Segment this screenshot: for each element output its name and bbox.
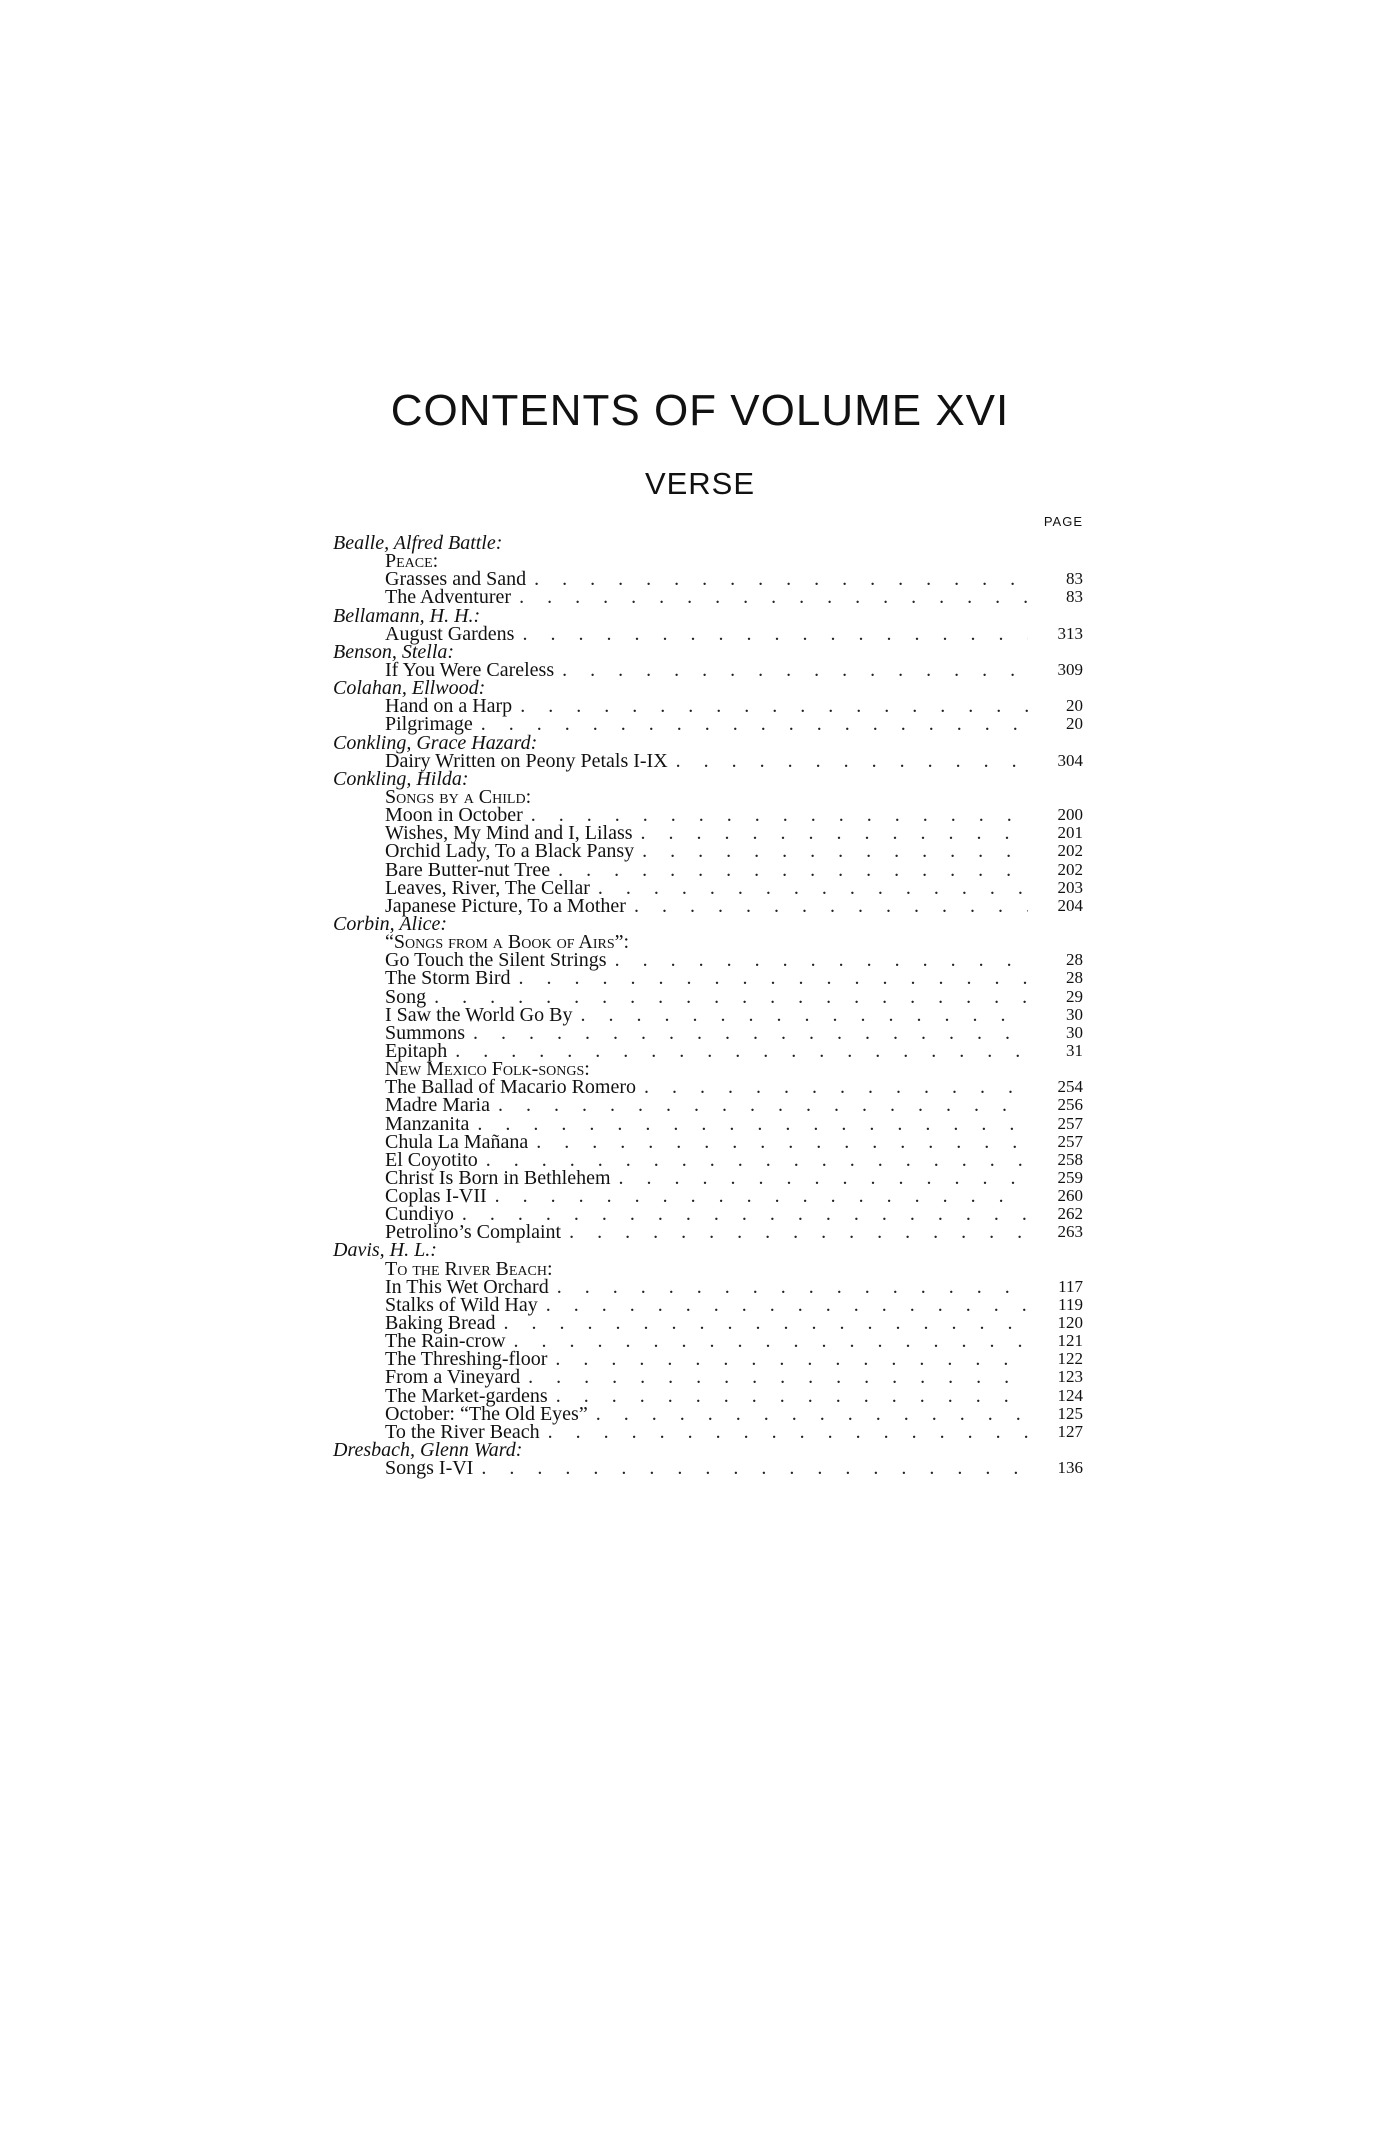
toc-entry-page: 262 bbox=[1057, 1204, 1083, 1224]
toc-entry-page: 260 bbox=[1057, 1186, 1083, 1206]
dot-leader bbox=[481, 715, 1028, 733]
toc-entry-page: 119 bbox=[1058, 1294, 1083, 1314]
dot-leader bbox=[519, 969, 1028, 987]
toc-entry-title: Songs I-VI bbox=[385, 1457, 474, 1480]
dot-leader bbox=[522, 625, 1028, 643]
toc-entry-title: Hand on a Harp bbox=[385, 695, 513, 718]
toc-entry-page: 120 bbox=[1057, 1313, 1083, 1333]
toc-entry-page: 203 bbox=[1057, 877, 1083, 897]
toc-entry-page: 202 bbox=[1057, 859, 1083, 879]
toc-entry-page: 31 bbox=[1066, 1040, 1083, 1060]
dot-leader bbox=[634, 897, 1028, 915]
toc-entry-title: Coplas I-VII bbox=[385, 1185, 487, 1208]
dot-leader bbox=[555, 1350, 1028, 1368]
toc-entry-title: Cundiyo bbox=[385, 1203, 454, 1226]
toc-group-heading: New Mexico Folk-songs: bbox=[385, 1058, 590, 1081]
toc-entry-title: Pilgrimage bbox=[385, 713, 473, 736]
toc-entry bbox=[333, 713, 1083, 736]
toc-entry bbox=[333, 858, 1083, 881]
toc-entry-page: 258 bbox=[1057, 1149, 1083, 1169]
toc-entry bbox=[333, 967, 1083, 990]
toc-entry-title: To the River Beach bbox=[385, 1420, 540, 1443]
toc-entry-title: Japanese Picture, To a Mother bbox=[385, 894, 626, 917]
toc-entry-title: Christ Is Born in Bethlehem bbox=[385, 1166, 611, 1189]
dot-leader bbox=[562, 661, 1028, 679]
toc-entry-title: I Saw the World Go By bbox=[385, 1003, 573, 1026]
dot-leader bbox=[596, 1405, 1028, 1423]
dot-leader bbox=[556, 1387, 1028, 1405]
toc-entry bbox=[333, 985, 1083, 1008]
toc-author: Conkling, Hilda: bbox=[333, 767, 469, 790]
toc-entry bbox=[333, 1366, 1083, 1389]
dot-leader bbox=[546, 1296, 1028, 1314]
dot-leader bbox=[569, 1223, 1028, 1241]
toc-entry bbox=[333, 1094, 1083, 1117]
dot-leader bbox=[644, 1078, 1028, 1096]
toc-entry-title: Song bbox=[385, 985, 427, 1008]
toc-entry-page: 257 bbox=[1057, 1131, 1083, 1151]
page-column-label: PAGE bbox=[1043, 514, 1083, 529]
toc-entry-title: Madre Maria bbox=[385, 1094, 490, 1117]
toc-entry-title: Orchid Lady, To a Black Pansy bbox=[385, 840, 635, 863]
toc-entry-title: Manzanita bbox=[385, 1112, 470, 1135]
toc-entry-page: 309 bbox=[1057, 659, 1083, 679]
dot-leader bbox=[548, 1423, 1028, 1441]
dot-leader bbox=[642, 842, 1028, 860]
dot-leader bbox=[619, 1169, 1028, 1187]
toc-entry-page: 201 bbox=[1057, 823, 1083, 843]
toc-group-heading: To the River Beach: bbox=[385, 1257, 553, 1280]
toc-entry bbox=[333, 1112, 1083, 1135]
toc-entry-title: The Ballad of Macario Romero bbox=[385, 1076, 637, 1099]
toc-entry-page: 28 bbox=[1066, 968, 1083, 988]
toc-group-heading: “Songs from a Book of Airs”: bbox=[385, 931, 630, 954]
toc-entry-title: August Gardens bbox=[385, 622, 515, 645]
toc-entry-page: 29 bbox=[1066, 986, 1083, 1006]
toc-entry-page: 263 bbox=[1057, 1222, 1083, 1242]
toc-entry-title: Chula La Mañana bbox=[385, 1130, 529, 1153]
page-title: CONTENTS OF VOLUME XVI bbox=[390, 386, 1010, 435]
toc-entry-title: Wishes, My Mind and I, Lilass bbox=[385, 822, 633, 845]
dot-leader bbox=[558, 861, 1028, 879]
dot-leader bbox=[598, 879, 1028, 897]
toc-entry-page: 28 bbox=[1066, 950, 1083, 970]
toc-author: Bellamann, H. H.: bbox=[333, 604, 481, 627]
toc-entry bbox=[333, 840, 1083, 863]
dot-leader bbox=[641, 824, 1028, 842]
toc-author: Dresbach, Glenn Ward: bbox=[333, 1439, 523, 1462]
toc-entry-title: From a Vineyard bbox=[385, 1366, 521, 1389]
toc-entry-page: 259 bbox=[1057, 1167, 1083, 1187]
toc-entry bbox=[333, 1457, 1083, 1480]
dot-leader bbox=[528, 1368, 1028, 1386]
toc-group-heading: Peace: bbox=[385, 550, 439, 573]
table-of-contents bbox=[333, 532, 1083, 1480]
dot-leader bbox=[504, 1314, 1028, 1332]
toc-entry-title: Petrolino’s Complaint bbox=[385, 1221, 562, 1244]
toc-entry-title: The Adventurer bbox=[385, 586, 512, 609]
dot-leader bbox=[473, 1024, 1028, 1042]
toc-entry-title: If You Were Careless bbox=[385, 658, 555, 681]
toc-entry-page: 122 bbox=[1057, 1349, 1083, 1369]
section-title: VERSE bbox=[644, 466, 756, 501]
toc-author: Davis, H. L.: bbox=[333, 1239, 437, 1262]
dot-leader bbox=[534, 570, 1028, 588]
toc-entry bbox=[333, 1221, 1083, 1244]
toc-entry-page: 256 bbox=[1057, 1095, 1083, 1115]
dot-leader bbox=[676, 752, 1028, 770]
toc-author: Conkling, Grace Hazard: bbox=[333, 731, 538, 754]
dot-leader bbox=[615, 951, 1028, 969]
toc-entry-title: Grasses and Sand bbox=[385, 568, 527, 591]
toc-entry-page: 83 bbox=[1066, 587, 1083, 607]
toc-entry-page: 124 bbox=[1057, 1385, 1083, 1405]
toc-entry-page: 117 bbox=[1058, 1276, 1083, 1296]
dot-leader bbox=[580, 1006, 1028, 1024]
toc-entry-page: 257 bbox=[1057, 1113, 1083, 1133]
toc-entry-title: Leaves, River, The Cellar bbox=[385, 876, 590, 899]
toc-author: Colahan, Ellwood: bbox=[333, 677, 486, 700]
toc-entry-title: The Threshing-floor bbox=[385, 1348, 548, 1371]
toc-entry-title: The Rain-crow bbox=[385, 1330, 506, 1353]
toc-entry-title: Dairy Written on Peony Petals I-IX bbox=[385, 749, 668, 772]
dot-leader bbox=[520, 697, 1028, 715]
toc-entry-page: 127 bbox=[1057, 1421, 1083, 1441]
toc-entry-title: Moon in October bbox=[385, 804, 523, 827]
toc-entry-page: 125 bbox=[1057, 1403, 1083, 1423]
toc-entry-page: 313 bbox=[1057, 623, 1083, 643]
toc-entry-title: Stalks of Wild Hay bbox=[385, 1293, 538, 1316]
dot-leader bbox=[434, 988, 1028, 1006]
toc-entry-page: 202 bbox=[1057, 841, 1083, 861]
toc-entry-page: 30 bbox=[1066, 1004, 1083, 1024]
dot-leader bbox=[536, 1133, 1028, 1151]
dot-leader bbox=[495, 1187, 1028, 1205]
toc-entry-title: Baking Bread bbox=[385, 1312, 496, 1335]
dot-leader bbox=[519, 588, 1028, 606]
toc-entry-title: The Storm Bird bbox=[385, 967, 511, 990]
dot-leader bbox=[498, 1096, 1028, 1114]
toc-entry-title: In This Wet Orchard bbox=[385, 1275, 549, 1298]
toc-entry-page: 30 bbox=[1066, 1022, 1083, 1042]
toc-entry bbox=[333, 586, 1083, 609]
toc-entry-page: 123 bbox=[1057, 1367, 1083, 1387]
dot-leader bbox=[514, 1332, 1028, 1350]
toc-entry-page: 83 bbox=[1066, 569, 1083, 589]
toc-author: Corbin, Alice: bbox=[333, 912, 448, 935]
toc-entry-title: Epitaph bbox=[385, 1039, 448, 1062]
toc-entry-title: Go Touch the Silent Strings bbox=[385, 949, 607, 972]
toc-entry-page: 204 bbox=[1057, 895, 1083, 915]
toc-entry-title: Summons bbox=[385, 1021, 466, 1044]
toc-entry-page: 254 bbox=[1057, 1077, 1083, 1097]
toc-entry-page: 200 bbox=[1057, 805, 1083, 825]
toc-entry-page: 304 bbox=[1057, 750, 1083, 770]
dot-leader bbox=[481, 1459, 1028, 1477]
toc-entry-title: The Market-gardens bbox=[385, 1384, 548, 1407]
toc-group-heading: Songs by a Child: bbox=[385, 785, 532, 808]
toc-entry-title: Bare Butter-nut Tree bbox=[385, 858, 551, 881]
dot-leader bbox=[477, 1115, 1028, 1133]
toc-entry-title: October: “The Old Eyes” bbox=[385, 1402, 588, 1425]
toc-entry-page: 121 bbox=[1057, 1331, 1083, 1351]
toc-entry-page: 20 bbox=[1066, 714, 1083, 734]
toc-entry-page: 20 bbox=[1066, 696, 1083, 716]
toc-entry-page: 136 bbox=[1057, 1458, 1083, 1478]
toc-author: Bealle, Alfred Battle: bbox=[333, 532, 503, 554]
toc-author: Benson, Stella: bbox=[333, 640, 455, 663]
toc-entry-title: El Coyotito bbox=[385, 1148, 478, 1171]
dot-leader bbox=[557, 1278, 1028, 1296]
